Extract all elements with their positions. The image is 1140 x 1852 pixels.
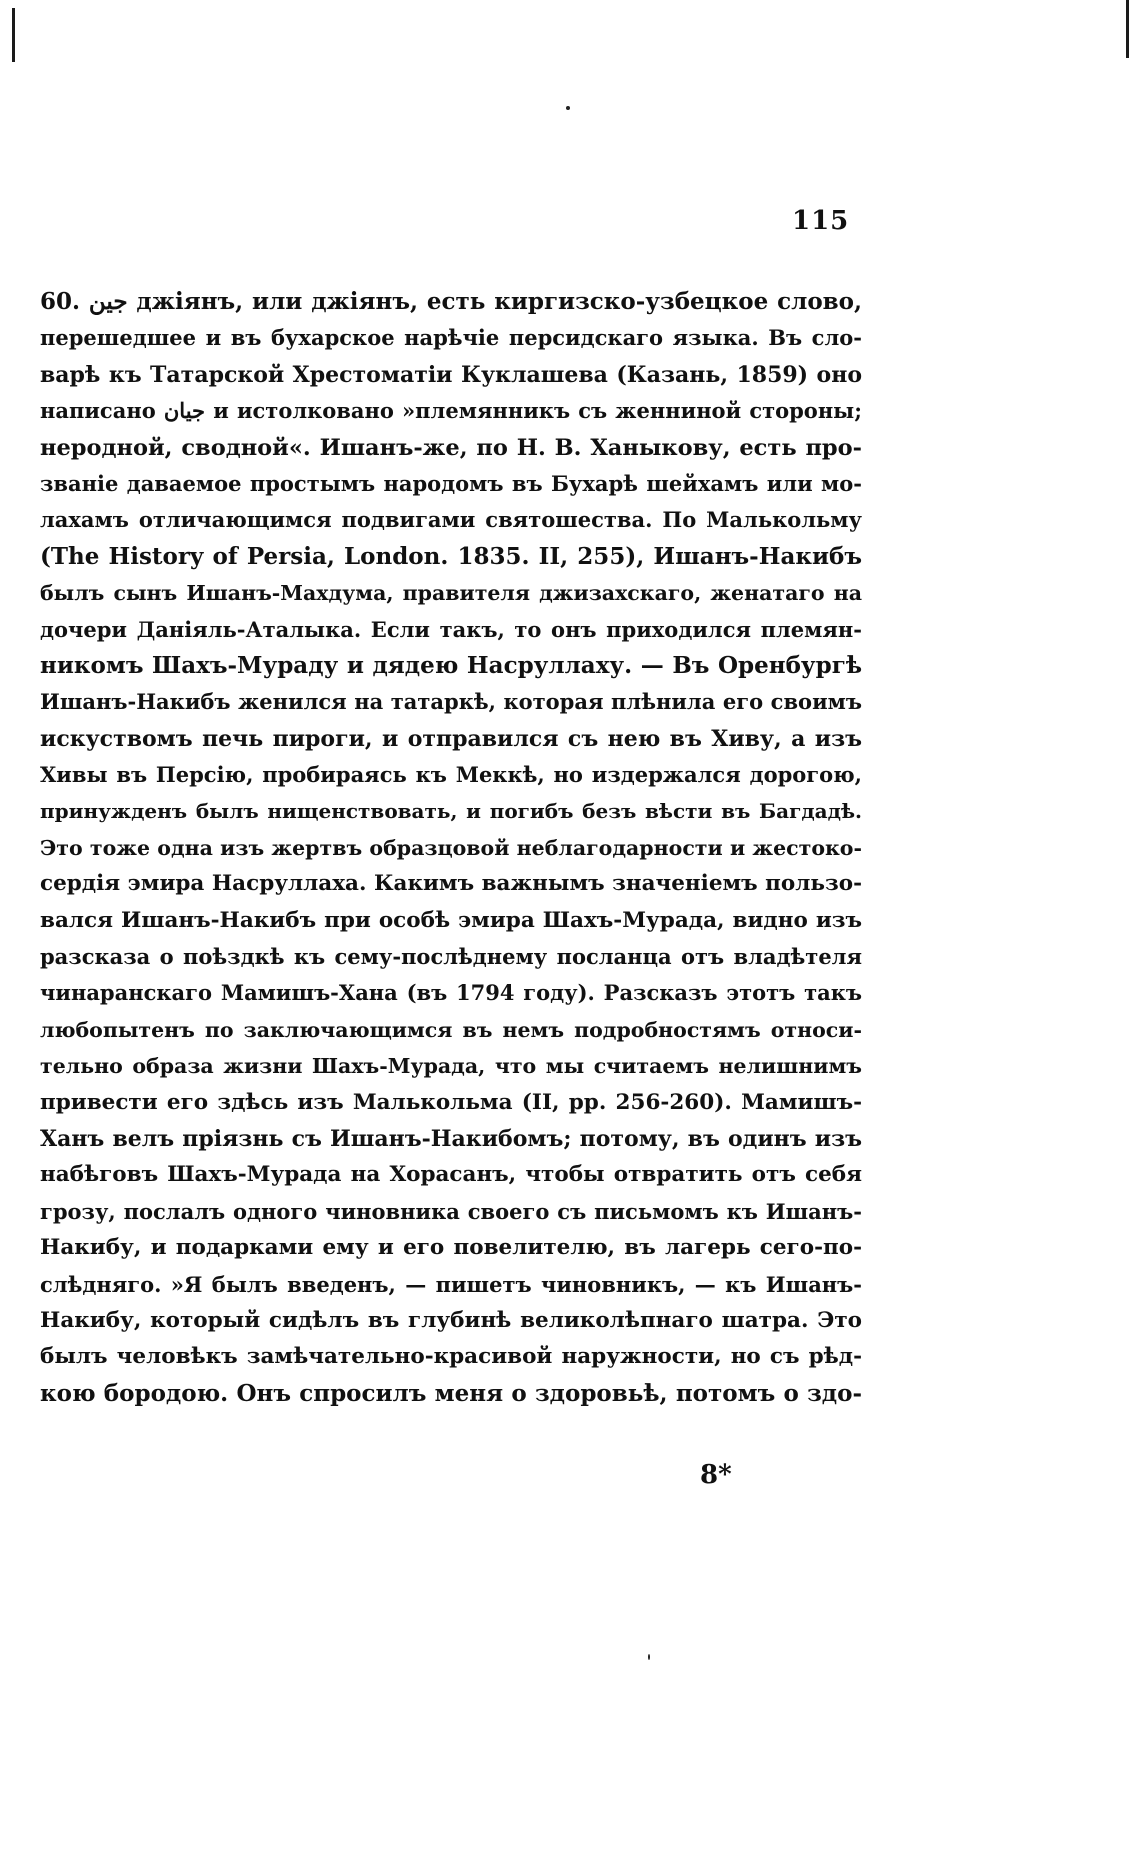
page-number: 115 (792, 206, 850, 236)
text-line: вался Ишанъ-Накибъ при особѣ эмира Шахъ-Мурада, видно изъ (40, 907, 862, 933)
text-line: набѣговъ Шахъ-Мурада на Хорасанъ, чтобы отвратить отъ себя (40, 1162, 862, 1188)
text-line: былъ человѣкъ замѣчательно-красивой наружности, но съ рѣд- (40, 1344, 862, 1370)
text-line: искуствомъ печь пироги, и отправился съ нею въ Хиву, а изъ (40, 725, 862, 752)
text-line: сердiя эмира Насруллаха. Какимъ важнымъ значенiемъ пользо- (40, 871, 862, 897)
text-line: чинаранскаго Мамишъ-Хана (въ 1794 году). Разсказъ этотъ такъ (40, 980, 862, 1006)
scan-edge-left (12, 8, 15, 62)
text-line: (The History of Persia, London. 1835. II, 255), Ишанъ-Накибъ (40, 542, 862, 570)
text-line: 60. جین джiянъ, или джiянъ, есть киргизско-узбецкое слово, (40, 288, 862, 315)
text-line: Хивы въ Персiю, пробираясь къ Меккѣ, но издержался дорогою, (40, 762, 862, 788)
text-line: былъ сынъ Ишанъ-Махдума, правителя джизахскаго, женатаго на (40, 581, 862, 606)
text-line: лахамъ отличающимся подвигами святошества. По Малькольму (40, 507, 862, 533)
text-line: любопытенъ по заключающимся въ немъ подробностямъ относи- (40, 1017, 862, 1042)
signature-mark: 8* (700, 1460, 732, 1490)
body-text (40, 284, 862, 1412)
scan-speck (648, 1654, 650, 1660)
text-line: Ханъ велъ прiязнь съ Ишанъ-Накибомъ; потому, въ одинъ изъ (40, 1125, 862, 1152)
text-line: никомъ Шахъ-Мураду и дядею Насруллаху. — Въ Оренбургѣ (40, 651, 862, 679)
text-line: званiе даваемое простымъ народомъ въ Бухарѣ шейхамъ или мо- (40, 470, 862, 496)
scan-edge-right (1126, 0, 1129, 58)
text-line: написано جیان и истолковано »племянникъ съ женниной стороны; (40, 398, 862, 424)
text-line: слѣдняго. »Я былъ введенъ, — пишетъ чиновникъ, — къ Ишанъ- (40, 1271, 862, 1297)
text-line: варѣ къ Татарской Хрестоматiи Куклашева (Казань, 1859) оно (40, 361, 862, 388)
text-line: принужденъ былъ нищенствовать, и погибъ безъ вѣсти въ Багдадѣ. (40, 799, 862, 824)
scan-speck (566, 106, 570, 110)
text-line: Ишанъ-Накибъ женился на татаркѣ, которая плѣнила его своимъ (40, 689, 862, 715)
text-line: кою бородою. Онъ спросилъ меня о здоровьѣ, потомъ о здо- (40, 1379, 862, 1407)
text-line: привести его здѣсь изъ Малькольма (II, pp. 256-260). Мамишъ- (40, 1089, 862, 1115)
text-line: тельно образа жизни Шахъ-Мурада, что мы считаемъ нелишнимъ (40, 1054, 862, 1079)
text-line: Это тоже одна изъ жертвъ образцовой неблагодарности и жестоко- (40, 835, 862, 860)
text-line: грозу, послалъ одного чиновника своего съ письмомъ къ Ишанъ- (40, 1198, 862, 1224)
text-line: неродной, сводной«. Ишанъ-же, по Н. В. Ханыкову, есть про- (40, 434, 862, 461)
text-line: разсказа о поѣздкѣ къ сему-послѣднему посланца отъ владѣтеля (40, 944, 862, 970)
text-line: Накибу, и подарками ему и его повелителю, въ лагерь сего-по- (40, 1235, 862, 1261)
text-line: Накибу, который сидѣлъ въ глубинѣ великолѣпнаго шатра. Это (40, 1307, 862, 1333)
text-line: дочери Данiяль-Аталыка. Если такъ, то онъ приходился племян- (40, 616, 862, 642)
text-line: перешедшее и въ бухарское нарѣчiе персидскаго языка. Въ сло- (40, 325, 862, 351)
